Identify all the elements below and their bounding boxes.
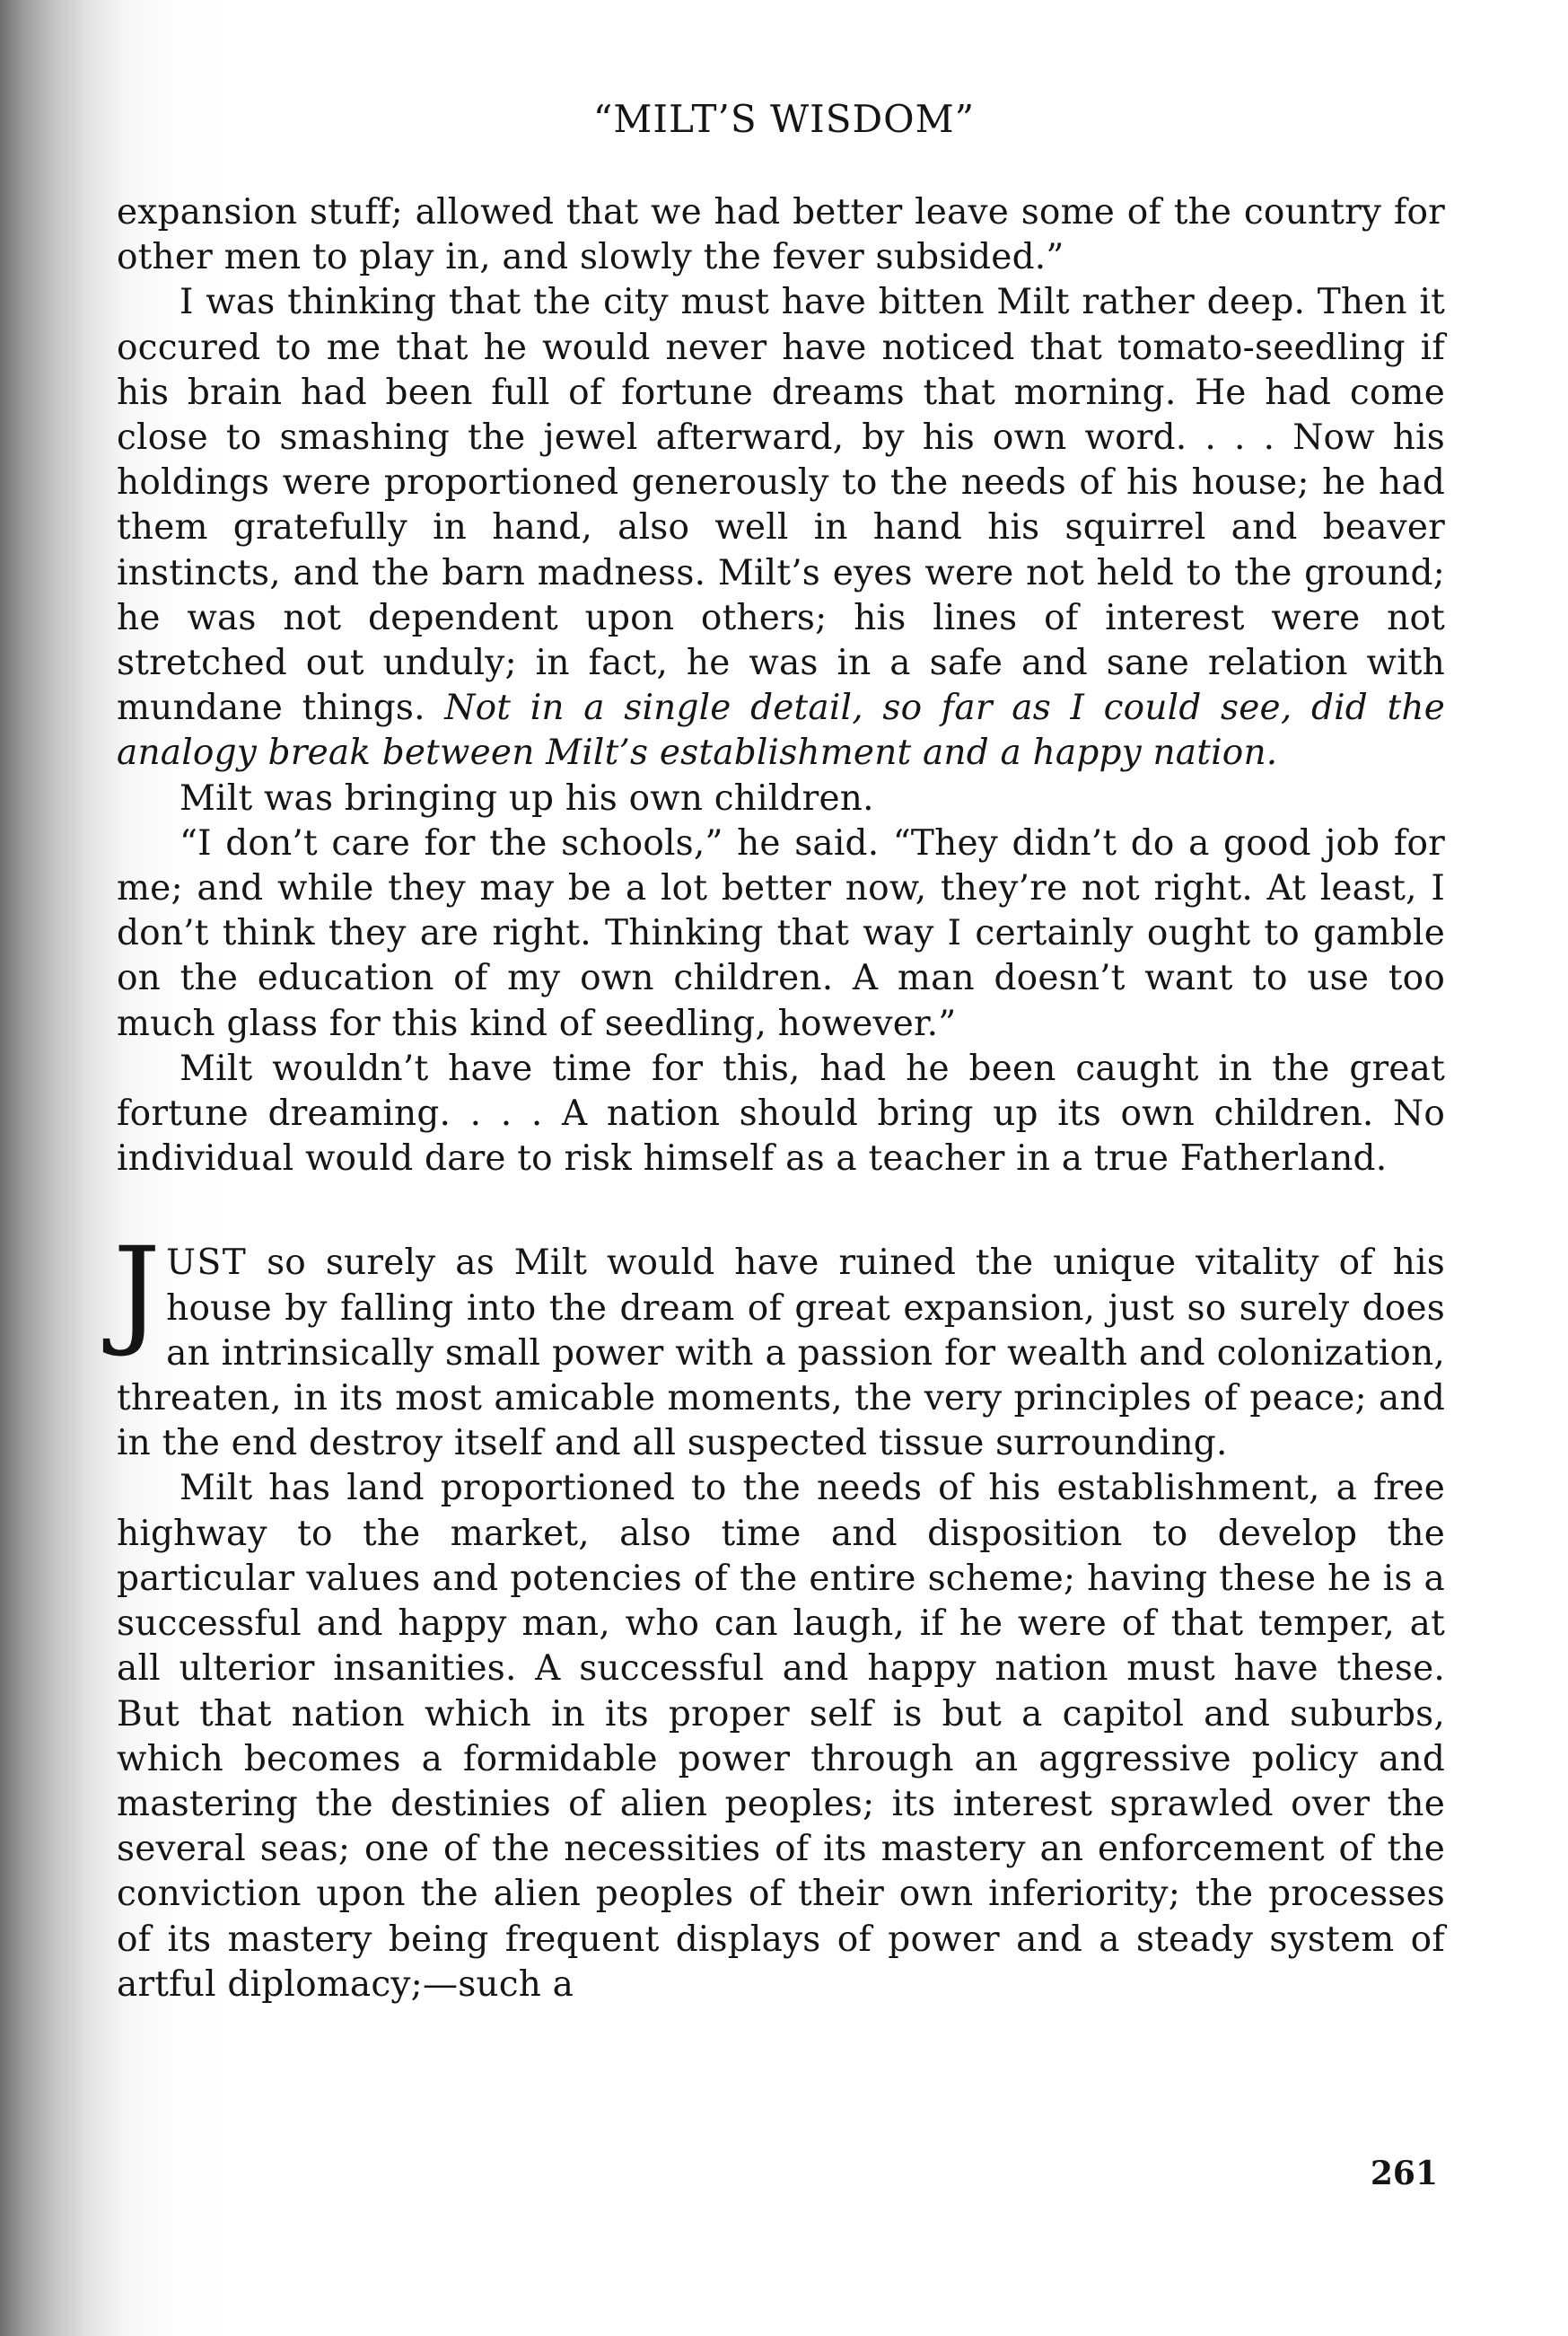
paragraph-2 bbox=[117, 280, 1445, 776]
paragraph-1: expansion stuff; allowed that we had better leave some of the country for other men to play in, and slowly the fever subsided.” bbox=[117, 192, 1445, 278]
paragraph-2-italic: Not in a single detail, so far as I could see, did the analogy break between Milt’s establishment and a happy nation. bbox=[117, 688, 1445, 774]
running-head: “MILT’S WISDOM” bbox=[592, 97, 976, 141]
paragraph-7: Milt has land proportioned to the needs of his establishment, a free highway to the market, also time and disposition to develop the particular values and potencies of the entire scheme; having these he is a successful and happy man, who can laugh, if he were of that temper, at all ulterior insanities. A successful and happy nation must have these. But that nation which in its proper self is but a capitol and suburbs, which becomes a formidable power through an aggressive policy and mastering the destinies of alien peoples; its interest sprawled over the several seas; one of the necessities of its mastery an enforcement of the conviction upon the alien peoples of their own inferiority; the processes of its mastery being frequent displays of power and a steady system of artful diplomacy;—such a bbox=[117, 1468, 1445, 2005]
paragraph-2-roman: I was thinking that the city must have bitten Milt rather deep. Then it occured to me that he would never have noticed that tomato-seedling if his brain had been full of fortune dreams that morning. He had come close to smashing the jewel afterward, by his own word. . . . Now his holdings were proportioned generously to the needs of his house; he had them gratefully in hand, also well in hand his squirrel and beaver instincts, and the barn madness. Milt’s eyes were not held to the ground; he was not dependent upon others; his lines of interest were not stretched out unduly; in fact, he was in a safe and sane relation with mundane things. bbox=[117, 282, 1445, 729]
paragraph-4: “I don’t care for the schools,” he said. “They didn’t do a good job for me; and while they may be a lot better now, they’re not right. At least, I don’t think they are right. Thinking that way I certainly ought to gamble on the education of my own children. A man doesn’t want to use too much glass for this kind of seedling, however.” bbox=[117, 822, 1445, 1044]
paragraph-5: Milt wouldn’t have time for this, had he been caught in the great fortune dreaming. . . . A nation should bring up its own children. No individual would dare to risk himself as a teacher in a true Fatherland. bbox=[117, 1048, 1445, 1180]
page-number: 261 bbox=[1370, 2155, 1438, 2192]
body-text bbox=[113, 190, 1445, 2007]
paragraph-6 bbox=[113, 1222, 1445, 1466]
paragraph-3: Milt was bringing up his own children. bbox=[180, 777, 874, 819]
paragraph-6-lead: UST bbox=[166, 1243, 248, 1284]
drop-cap: J bbox=[113, 1222, 162, 1361]
section-break bbox=[117, 1181, 1445, 1241]
paragraph-6-text: so surely as Milt would have ruined the unique vitality of his house by falling into the dream of great expansion, just so surely does an intrinsically small power with a passion for wealth and colonization, threaten, in its most amicable moments, the very principles of peace; and in the end destroy itself and all suspected tissue surrounding. bbox=[117, 1243, 1445, 1464]
